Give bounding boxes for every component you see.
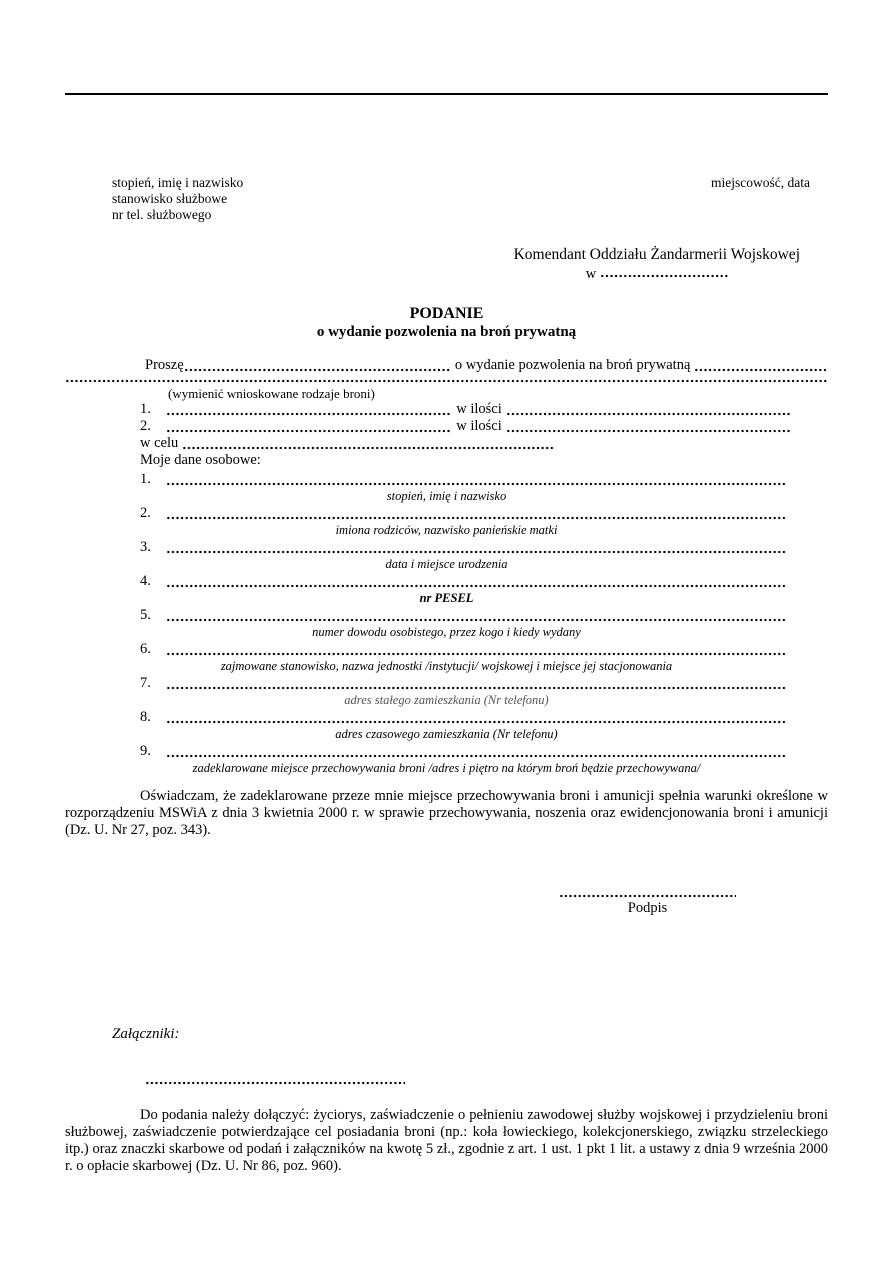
addressee-location-blank [600,274,728,278]
personal-row-caption: zajmowane stanowisko, nazwa jednostki /instytucji/ wojskowej i miejsce jej stacjonowania [220,659,673,673]
request-continuation-blank [65,379,828,383]
personal-data-list [65,471,828,776]
personal-row [65,573,828,606]
signature-line [559,894,736,898]
personal-row-blank [166,618,786,622]
personal-row-number: 7. [140,675,151,691]
applicant-header-block [112,175,243,223]
document-subtitle: o wydanie pozwolenia na broń prywatną [316,324,577,340]
applicant-name-label: stopień, imię i nazwisko [112,175,244,190]
purpose-blank [182,446,554,450]
purpose-prefix: w celu [140,435,179,451]
personal-row-blank [166,754,786,758]
applicant-position-label: stanowisko służbowe [112,191,228,206]
footer-note: Do podania należy dołączyć: życiorys, zaświadczenie o pełnieniu zawodowej służby wojskowej i przydzieleniu broni służbowej, zaświadczenie potwierdzające cel posiadania broni (np.: koła łowieckiego, kolekcjonerskiego, związku strzeleckiego itp.) oraz znaczki skarbowe od podań i załączników na kwotę 5 zł., zgodnie z art. 1 ust. 1 pkt 1 lit. a ustawy z dnia 9 września 2000 r. o opłacie skarbowej (Dz. U. Nr 86, poz. 960). [65,1107,828,1174]
signature-block [559,894,736,917]
personal-row-number: 8. [140,709,151,725]
purpose-row [140,435,828,452]
declaration-paragraph: Oświadczam, że zadeklarowane przeze mnie miejsce przechowywania broni i amunicji spełnia warunki określone w rozporządzeniu MSWiA z dnia 3 kwietnia 2000 r. w sprawie przechowywania, noszenia oraz ewidencjonowania broni i amunicji (Dz. U. Nr 27, poz. 343). [65,788,828,838]
personal-row-number: 5. [140,607,151,623]
personal-row-blank [166,516,786,520]
request-line [145,357,828,374]
personal-row [65,641,828,674]
weapon-type-blank [166,412,452,416]
personal-row-number: 9. [140,743,151,759]
personal-row-number: 2. [140,505,151,521]
quantity-label: w ilości [456,418,502,434]
personal-row-caption: data i miejsce urodzenia [385,557,508,571]
request-mid-text: o wydanie pozwolenia na broń prywatną [454,357,691,373]
personal-row-blank [166,652,786,656]
weapon-row-number: 1. [140,401,151,417]
personal-row [65,607,828,640]
personal-data-heading: Moje dane osobowe: [140,452,261,468]
personal-row-caption: adres stałego zamieszkania (Nr telefonu) [344,693,549,707]
personal-row-caption: adres czasowego zamieszkania (Nr telefonu) [335,727,558,741]
header [65,175,828,223]
personal-row-caption: zadeklarowane miejsce przechowywania broni /adres i piętro na którym broń będzie przechowywana/ [192,761,701,775]
quantity-blank [506,429,792,433]
personal-row-caption: imiona rodziców, nazwisko panieńskie matki [335,523,558,537]
personal-row-blank [166,482,786,486]
quantity-label: w ilości [456,401,502,417]
personal-row-number: 4. [140,573,151,589]
request-blank-1 [184,368,451,372]
addressee-location-prefix: w [585,266,597,282]
addressee-location-line [514,265,800,284]
weapon-type-blank [166,429,452,433]
personal-row-caption: numer dowodu osobistego, przez kogo i kiedy wydany [312,625,581,639]
personal-row-blank [166,584,786,588]
quantity-blank [506,412,792,416]
personal-row-blank [166,720,786,724]
addressee-title: Komendant Oddziału Żandarmerii Wojskowej [513,246,800,263]
personal-row-blank [166,686,786,690]
personal-row-number: 1. [140,471,151,487]
personal-row-caption: nr PESEL [419,591,474,605]
attachments-label: Załączniki: [112,1026,180,1042]
personal-row-caption: stopień, imię i nazwisko [386,489,507,503]
personal-row [65,675,828,708]
signature-label: Podpis [627,900,668,916]
weapon-row-number: 2. [140,418,151,434]
personal-row-number: 6. [140,641,151,657]
personal-row [65,539,828,572]
weapon-row [140,418,828,435]
request-prefix: Proszę [145,357,184,373]
top-rule [65,93,828,95]
personal-row-number: 3. [140,539,151,555]
attachments-blank [145,1081,405,1085]
applicant-phone-label: nr tel. służbowego [112,207,212,222]
place-date-label: miejscowość, data [711,175,810,190]
document-title: PODANIE [409,305,484,322]
personal-row-blank [166,550,786,554]
personal-row [65,743,828,776]
personal-row [65,709,828,742]
weapon-types-note: (wymienić wnioskowane rodzaje broni) [168,386,375,401]
request-blank-2 [694,368,828,372]
weapon-row [140,401,828,418]
addressee-block [514,245,800,284]
personal-row [65,471,828,504]
personal-row [65,505,828,538]
